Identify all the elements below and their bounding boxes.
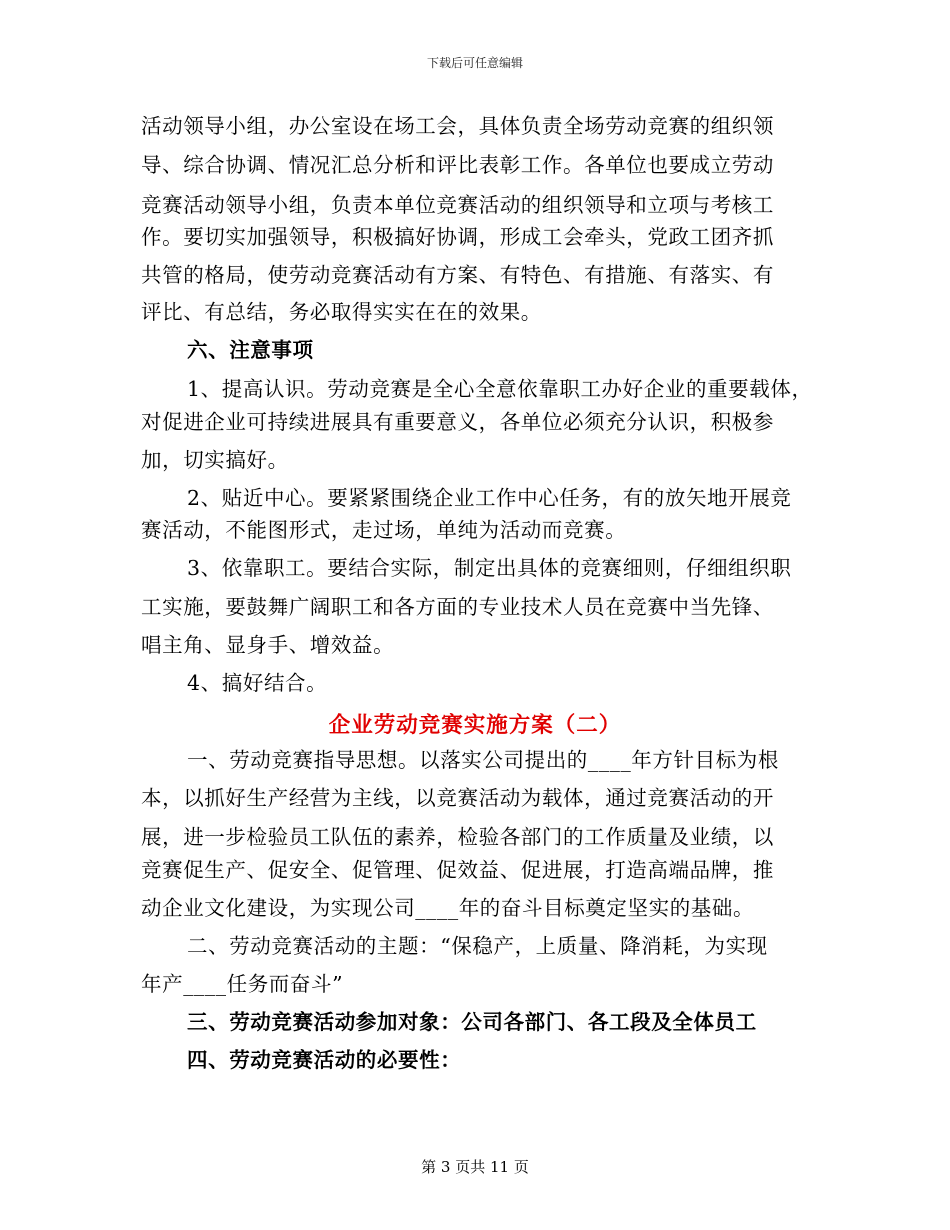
body-line: 作。要切实加强领导，积极搞好协调，形成工会牵头，党政工团齐抓 <box>141 225 774 249</box>
body-line: 二、劳动竞赛活动的主题：“保稳产，上质量、降消耗，为实现 <box>187 934 768 958</box>
page-footer: 第 3 页共 11 页 <box>421 1158 529 1176</box>
page-header: 下载后可任意编辑 <box>426 56 523 70</box>
section-heading: 四、劳动竞赛活动的必要性： <box>187 1048 462 1072</box>
item-line: 3、依靠职工。要结合实际，制定出具体的竞赛细则，仔细组织职 <box>187 556 792 580</box>
item-line: 2、贴近中心。要紧紧围绕企业工作中心任务，有的放矢地开展竞 <box>187 486 792 510</box>
item-line: 加，切实搞好。 <box>141 448 289 472</box>
section-heading: 三、劳动竞赛活动参加对象：公司各部门、各工段及全体员工 <box>187 1010 757 1034</box>
item-line: 唱主角、显身手、增效益。 <box>141 633 395 657</box>
item-line: 赛活动，不能图形式，走过场，单纯为活动而竞赛。 <box>141 518 627 542</box>
body-line: 评比、有总结，务必取得实实在在的效果。 <box>141 300 542 324</box>
body-line: 本，以抓好生产经营为主线，以竞赛活动为载体，通过竞赛活动的开 <box>141 786 774 810</box>
body-line: 竞赛促生产、促安全、促管理、促效益、促进展，打造高端品牌，推 <box>141 858 774 882</box>
item-line: 工实施，要鼓舞广阔职工和各方面的专业技术人员在竞赛中当先锋、 <box>141 595 774 619</box>
body-line: 竞赛活动领导小组，负责本单位竞赛活动的组织领导和立项与考核工 <box>141 193 774 217</box>
body-line: 共管的格局，使劳动竞赛活动有方案、有特色、有措施、有落实、有 <box>141 263 774 287</box>
section-heading: 六、注意事项 <box>187 338 314 362</box>
body-line: 年产____任务而奋斗” <box>141 972 344 996</box>
item-line: 1、提高认识。劳动竞赛是全心全意依靠职工办好企业的重要载体， <box>187 377 813 401</box>
document-title: 企业劳动竞赛实施方案（二） <box>328 713 622 738</box>
body-line: 导、综合协调、情况汇总分析和评比表彰工作。各单位也要成立劳动 <box>141 153 774 177</box>
body-line: 展，进一步检验员工队伍的素养，检验各部门的工作质量及业绩，以 <box>141 825 774 849</box>
body-line: 活动领导小组，办公室设在场工会，具体负责全场劳动竞赛的组织领 <box>141 114 774 138</box>
body-line: 一、劳动竞赛指导思想。以落实公司提出的____年方针目标为根 <box>187 748 779 772</box>
item-line: 对促进企业可持续进展具有重要意义，各单位必须充分认识，积极参 <box>141 410 774 434</box>
item-line: 4、搞好结合。 <box>187 671 328 695</box>
body-line: 动企业文化建设，为实现公司____年的奋斗目标奠定坚实的基础。 <box>141 896 755 920</box>
